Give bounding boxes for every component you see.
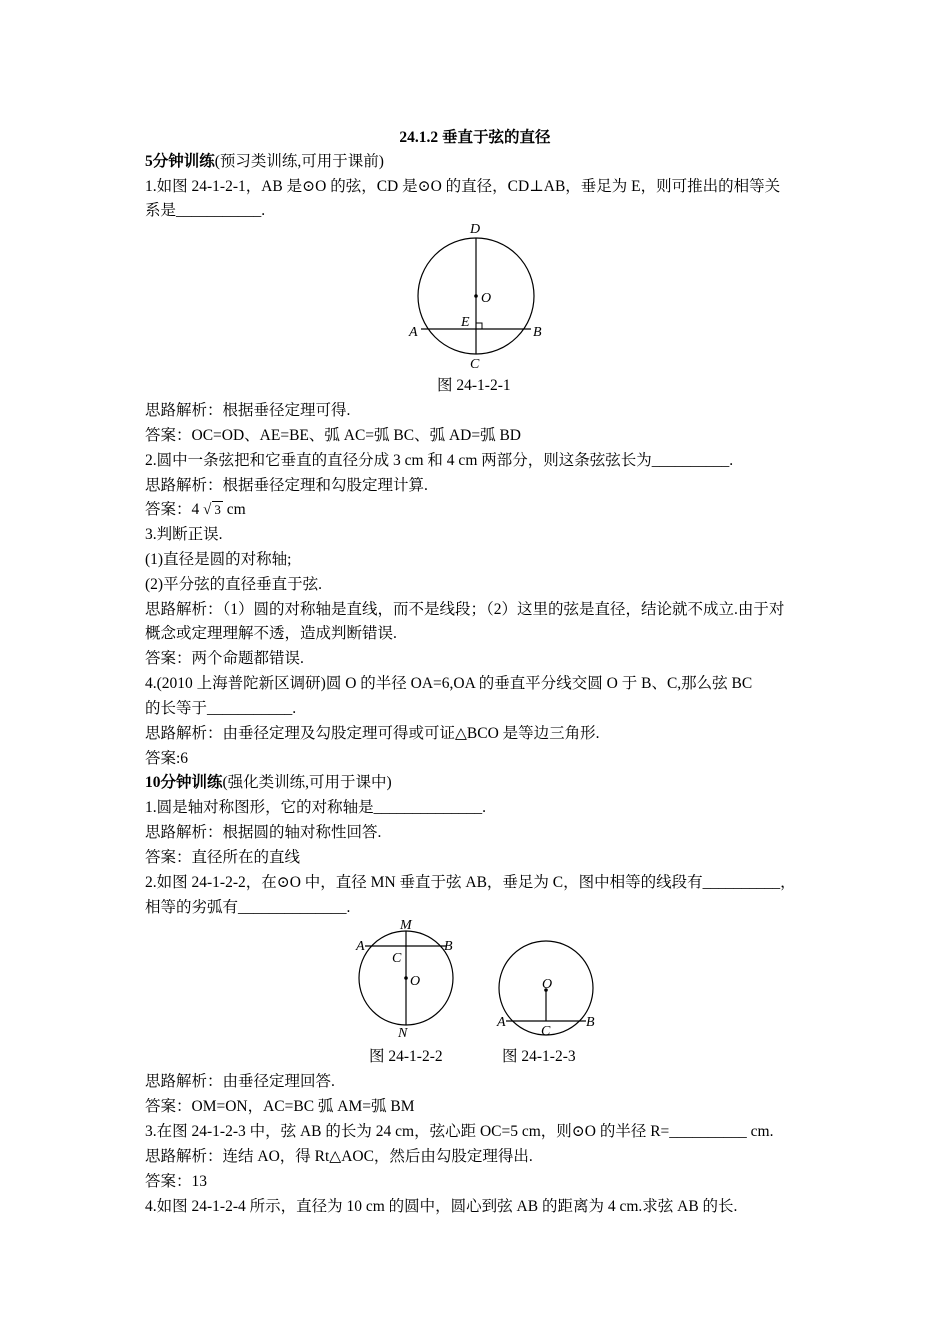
q1-text-line2: 系是___________. [145, 202, 266, 219]
q2-hint: 思路解析：根据垂径定理和勾股定理计算. [145, 477, 428, 494]
p2-hint: 思路解析：由垂径定理回答. [145, 1073, 335, 1090]
label-b: B [444, 939, 453, 954]
q2-text: 2.圆中一条弦把和它垂直的直径分成 3 cm 和 4 cm 两部分，则这条弦弦长为__________. [145, 452, 734, 469]
label-c: C [541, 1024, 551, 1039]
q3-statement-2: (2)平分弦的直径垂直于弦. [145, 576, 322, 593]
section-note: (预习类训练,可用于课前) [214, 153, 384, 170]
sqrt-symbol: √ [203, 502, 212, 518]
p4-text: 4.如图 24-1-2-4 所示，直径为 10 cm 的圆中，圆心到弦 AB 的距离为 4 cm.求弦 AB 的长. [145, 1198, 738, 1215]
sqrt-expression [203, 500, 223, 520]
label-m: M [400, 918, 412, 933]
label-c: C [392, 951, 402, 966]
label-a: A [497, 1015, 506, 1030]
answer-unit: cm [222, 501, 246, 518]
q1-hint: 思路解析：根据垂径定理可得. [145, 402, 351, 419]
p3-answer: 答案：13 [145, 1173, 208, 1190]
p1-text: 1.圆是轴对称图形，它的对称轴是______________. [145, 799, 487, 816]
label-b: B [586, 1015, 595, 1030]
q4-text-line1: 4.(2010 上海普陀新区调研)圆 O 的半径 OA=6,OA 的垂直平分线交圆 O 于 B、C,那么弦 BC [145, 675, 753, 692]
page-title: 24.1.2 垂直于弦的直径 [399, 129, 551, 146]
label-a: A [356, 939, 365, 954]
q3-hint-line1: 思路解析：（1）圆的对称轴是直线，而不是线段；（2）这里的弦是直径，结论就不成立.由于对 [145, 601, 785, 618]
q1-answer: 答案：OC=OD、AE=BE、弧 AC=弧 BC、弧 AD=弧 BD [145, 427, 521, 444]
label-o: O [481, 291, 492, 306]
figure-24-1-2-2 [350, 917, 465, 1042]
figure-24-1-2-1 [405, 218, 555, 373]
section-label: 10分钟训练 [145, 774, 223, 791]
p3-text: 3.在图 24-1-2-3 中，弦 AB 的长为 24 cm，弦心距 OC=5 cm，则⊙O 的半径 R=__________ cm. [145, 1123, 774, 1140]
sqrt-radicand: 3 [214, 502, 221, 517]
label-n: N [398, 1026, 408, 1041]
right-angle-mark [476, 323, 482, 329]
label-o: O [410, 974, 421, 989]
label-c: C [470, 357, 480, 372]
section-note: (强化类训练,可用于课中) [222, 774, 392, 791]
q3-answer: 答案：两个命题都错误. [145, 650, 304, 667]
q3-hint-line2: 概念或定理理解不透，造成判断错误. [145, 625, 397, 642]
figure-caption-3: 图 24-1-2-3 [502, 1048, 576, 1065]
answer-prefix: 答案：4 [145, 501, 200, 518]
p2-text-line2: 相等的劣弧有______________. [145, 899, 351, 916]
p2-text-line1: 2.如图 24-1-2-2，在⊙O 中，直径 MN 垂直于弦 AB，垂足为 C，图中相等的线段有__________， [145, 874, 796, 891]
q3-text: 3.判断正误. [145, 526, 223, 543]
section-label: 5分钟训练 [145, 153, 215, 170]
p3-hint: 思路解析：连结 AO，得 Rt△AOC，然后由勾股定理得出. [145, 1148, 533, 1165]
p2-answer: 答案：OM=ON，AC=BC 弧 AM=弧 BM [145, 1098, 415, 1115]
q4-answer: 答案:6 [145, 750, 189, 767]
figure-24-1-2-3 [490, 937, 605, 1042]
label-o: O [542, 977, 553, 992]
q4-text-line2: 的长等于___________. [145, 700, 297, 717]
figure-caption-2: 图 24-1-2-2 [369, 1048, 443, 1065]
p1-answer: 答案：直径所在的直线 [145, 849, 301, 866]
label-d: D [470, 222, 481, 237]
label-e: E [461, 315, 470, 330]
q3-statement-1: (1)直径是圆的对称轴; [145, 551, 292, 568]
figure-caption-1: 图 24-1-2-1 [437, 377, 511, 394]
p1-hint: 思路解析：根据圆的轴对称性回答. [145, 824, 382, 841]
section-heading-10min [145, 773, 392, 793]
q4-hint: 思路解析：由垂径定理及勾股定理可得或可证△BCO 是等边三角形. [145, 725, 600, 742]
section-heading-5min [145, 152, 384, 172]
label-a: A [409, 325, 418, 340]
label-b: B [533, 325, 542, 340]
q2-answer [145, 500, 246, 520]
center-point [404, 976, 408, 980]
q1-text-line1: 1.如图 24-1-2-1，AB 是⊙O 的弦，CD 是⊙O 的直径，CD⊥AB，垂足为 E，则可推出的相等关 [145, 178, 781, 195]
center-point [474, 294, 478, 298]
